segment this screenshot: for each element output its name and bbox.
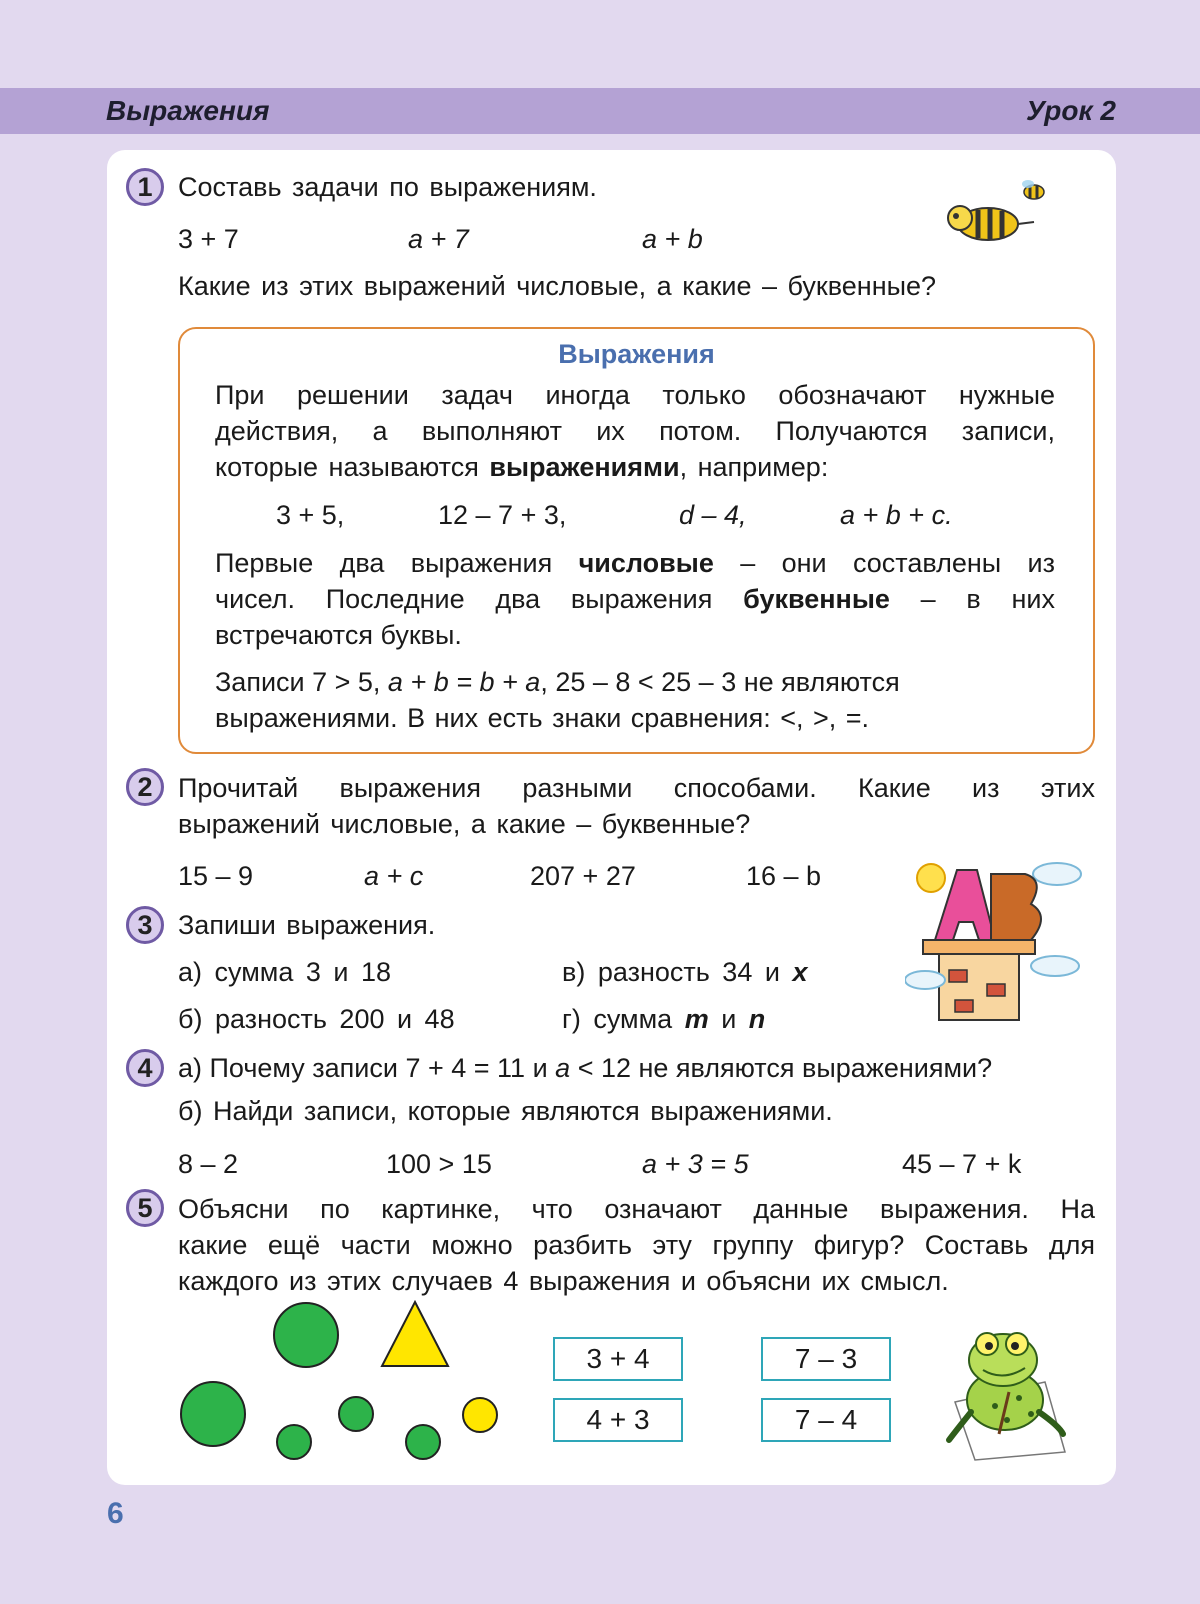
task-3-number: 3 — [126, 906, 164, 944]
task-2-expression: 16 – b — [746, 861, 822, 891]
task-4-expression: 8 – 2 — [178, 1149, 239, 1179]
task-2-expression: 15 – 9 — [178, 861, 254, 891]
rule-text: При решении задач иногда только обозначают нужные — [215, 380, 1055, 410]
lesson-header — [0, 88, 1200, 134]
task-3-item-v: в) разность 34 и x — [562, 957, 808, 987]
cloud-icon — [1031, 956, 1079, 976]
cloud-icon — [905, 971, 945, 989]
expression-box: 3 + 4 — [553, 1337, 683, 1381]
yellow-circle — [463, 1398, 497, 1432]
task-1-expression: a + 7 — [408, 224, 469, 254]
bee-stinger — [1018, 222, 1034, 224]
term-expressions: выражениями — [489, 452, 680, 482]
task-5-text: каждого из этих случаев 4 выражения и объясни их смысл. — [178, 1266, 949, 1296]
rule-text: которые называются выражениями, например: — [215, 452, 829, 482]
task-4-number: 4 — [126, 1049, 164, 1087]
small-green-circle — [406, 1425, 440, 1459]
task-2-text: Прочитай выражения разными способами. Какие из этих — [178, 773, 1095, 803]
task-3-item-b: б) разность 200 и 48 — [178, 1004, 455, 1034]
task-4-expression: 100 > 15 — [386, 1149, 492, 1179]
task-3-item-g: г) сумма m и n — [562, 1004, 766, 1034]
rule-example: 12 – 7 + 3, — [438, 500, 567, 530]
shapes-group — [170, 1300, 510, 1470]
sun-icon — [917, 864, 945, 892]
task-3-item-a: а) сумма 3 и 18 — [178, 957, 391, 987]
small-green-circle — [277, 1425, 311, 1459]
letter-b — [991, 874, 1041, 940]
task-1-expression: a + b — [642, 224, 703, 254]
rule-example: 3 + 5, — [276, 500, 345, 530]
rule-example: d – 4, — [679, 500, 747, 530]
rule-example: a + b + c. — [840, 500, 953, 530]
task-1-number: 1 — [126, 168, 164, 206]
letters-tower-illustration — [905, 850, 1085, 1025]
big-green-circle — [274, 1303, 338, 1367]
term-literal: буквенные — [743, 584, 890, 614]
bees-illustration — [938, 178, 1050, 246]
expression-box: 7 – 4 — [761, 1398, 891, 1442]
task-5-text: Объясни по картинке, что означают данные выражения. На — [178, 1194, 1095, 1224]
task-4-expression: 45 – 7 + k — [902, 1149, 1022, 1179]
term-numeric: числовые — [578, 548, 714, 578]
task-1-instruction: Составь задачи по выражениям. — [178, 172, 597, 202]
rule-title: Выражения — [558, 339, 715, 369]
task-1-expression: 3 + 7 — [178, 224, 239, 254]
page-number: 6 — [107, 1497, 124, 1530]
topic-title: Выражения — [106, 95, 270, 126]
expression-box: 4 + 3 — [553, 1398, 683, 1442]
task-2-expression: 207 + 27 — [530, 861, 636, 891]
task-5-text: какие ещё части можно разбить эту группу фигур? Составь для — [178, 1230, 1095, 1260]
rule-text: чисел. Последние два выражения буквенные – в них — [215, 584, 1055, 614]
task-4-item-b: б) Найди записи, которые являются выражениями. — [178, 1096, 833, 1126]
task-2-number: 2 — [126, 768, 164, 806]
big-green-circle — [181, 1382, 245, 1446]
rule-text: Записи 7 > 5, a + b = b + a, 25 – 8 < 25 – 3 не являются — [215, 667, 900, 697]
cloud-icon — [1033, 863, 1081, 885]
rule-text: встречаются буквы. — [215, 620, 462, 650]
yellow-triangle — [382, 1302, 448, 1366]
task-4-expression: a + 3 = 5 — [642, 1149, 749, 1179]
task-3-instruction: Запиши выражения. — [178, 910, 436, 940]
lesson-number: Урок 2 — [1025, 95, 1116, 126]
small-green-circle — [339, 1397, 373, 1431]
task-2-text: выражений числовые, а какие – буквенные? — [178, 809, 751, 839]
rule-text: Первые два выражения числовые – они составлены из — [215, 548, 1055, 578]
bee-head — [948, 206, 972, 230]
rule-text: выражениями. В них есть знаки сравнения: <, >, =. — [215, 703, 870, 733]
rule-text: действия, а выполняют их потом. Получаются записи, — [215, 416, 1055, 446]
frog-illustration — [935, 1322, 1075, 1462]
tower-top — [923, 940, 1035, 954]
task-2-expression: a + c — [364, 861, 424, 891]
tower-body — [939, 954, 1019, 1020]
expression-box: 7 – 3 — [761, 1337, 891, 1381]
task-4-item-a: а) Почему записи 7 + 4 = 11 и a < 12 не являются выражениями? — [178, 1053, 993, 1083]
task-5-number: 5 — [126, 1189, 164, 1227]
task-1-question: Какие из этих выражений числовые, а какие – буквенные? — [178, 271, 937, 301]
